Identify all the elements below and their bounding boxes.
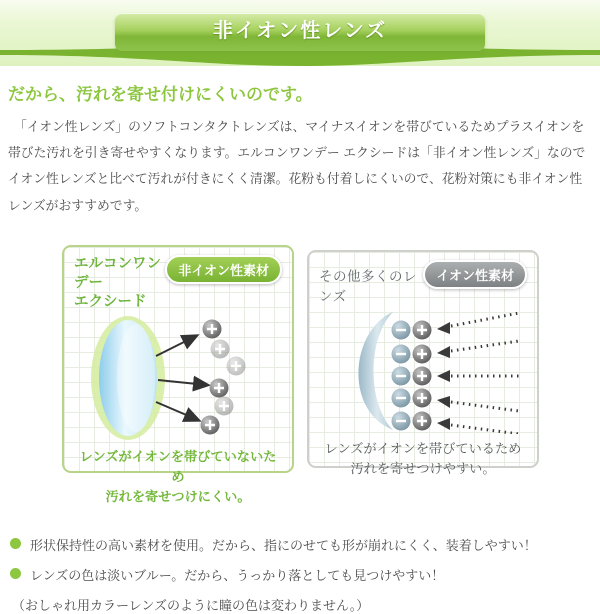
plus-ion-icon <box>210 379 229 398</box>
bullet-dot-icon <box>10 538 21 549</box>
page-heading: だから、汚れを寄せ付けにくいのです。 <box>8 85 313 104</box>
nonionic-caption-line2: 汚れを寄せつけにくい。 <box>105 489 251 504</box>
banner <box>115 13 485 51</box>
plus-ion-icon <box>413 388 432 407</box>
bullet-dot-icon <box>10 568 21 579</box>
plus-ion-icon <box>413 411 432 430</box>
product-name-line2: エクシード <box>74 293 147 310</box>
plus-ion-icon <box>413 366 432 385</box>
nonionic-caption <box>74 447 282 506</box>
plus-ion-icon <box>203 320 222 339</box>
minus-ion-icon <box>392 388 411 407</box>
badge-nonionic-material: 非イオン性素材 <box>165 255 282 284</box>
panel-ionic-header <box>319 260 527 305</box>
minus-ion-icon <box>392 344 411 363</box>
panel-nonionic-header <box>74 255 282 312</box>
comparison-panels <box>62 245 600 504</box>
bullet-item <box>10 565 592 584</box>
other-lenses-title: その他多くのレンズ <box>319 268 417 304</box>
banner-title: 非イオン性レンズ <box>212 20 388 42</box>
plus-ion-icon-faded <box>227 357 246 376</box>
plus-ion-icon-faded <box>215 397 234 416</box>
bullet-text: レンズの色は淡いブルー。だから、うっかり落としても見つけやすい！ <box>30 567 445 583</box>
product-name-line1: エルコンワンデー <box>74 255 161 291</box>
nonionic-caption-line1: レンズがイオンを帯びていないため <box>79 449 277 485</box>
badge-ionic-material: イオン性素材 <box>423 260 527 289</box>
product-name <box>74 255 165 312</box>
feature-bullets <box>10 535 592 614</box>
plus-ion-icon <box>413 320 432 339</box>
bullet-text: 形状保持性の高い素材を使用。だから、指にのせても形が崩れにくく、装着しやすい！ <box>30 537 537 553</box>
lens-shape-crescent <box>358 312 393 430</box>
panel-ionic <box>307 250 539 476</box>
plus-ion-icons <box>201 320 246 435</box>
ion-pairs <box>392 320 432 430</box>
attract-arrows <box>451 313 519 434</box>
header-band <box>0 0 600 66</box>
nonionic-lens-illustration <box>76 314 280 442</box>
ionic-lens-illustration <box>321 308 525 434</box>
bullet-item <box>10 535 592 554</box>
plus-ion-icon <box>413 344 432 363</box>
lens-shape <box>99 320 157 436</box>
ionic-caption <box>319 439 527 479</box>
plus-ion-icon <box>201 416 220 435</box>
bullet-note: （おしゃれ用カラーレンズのように瞳の色は変わりません。） <box>12 597 370 613</box>
minus-ion-icon <box>392 411 411 430</box>
ionic-caption-line2: 汚れを寄せつけやすい。 <box>350 460 496 476</box>
minus-ion-icon <box>392 366 411 385</box>
attract-arrowheads <box>437 322 450 430</box>
panel-nonionic <box>62 245 294 504</box>
plus-ion-icon-faded <box>211 340 230 359</box>
ionic-caption-line1: レンズがイオンを帯びているため <box>324 440 522 456</box>
minus-ion-icon <box>392 320 411 339</box>
intro-paragraph: 「イオン性レンズ」のソフトコンタクトレンズは、マイナスイオンを帯びているためプラスイオンを帯びた汚れを引き寄せやすくなります。エルコンワンデー エクシードは「非イオン性レンズ」なのでイオン性レンズと比べて汚れが付きにくく清潔。花粉も付着しにくいので、花粉対策にも非イオン性レンズがおすすめです。 <box>8 119 586 213</box>
